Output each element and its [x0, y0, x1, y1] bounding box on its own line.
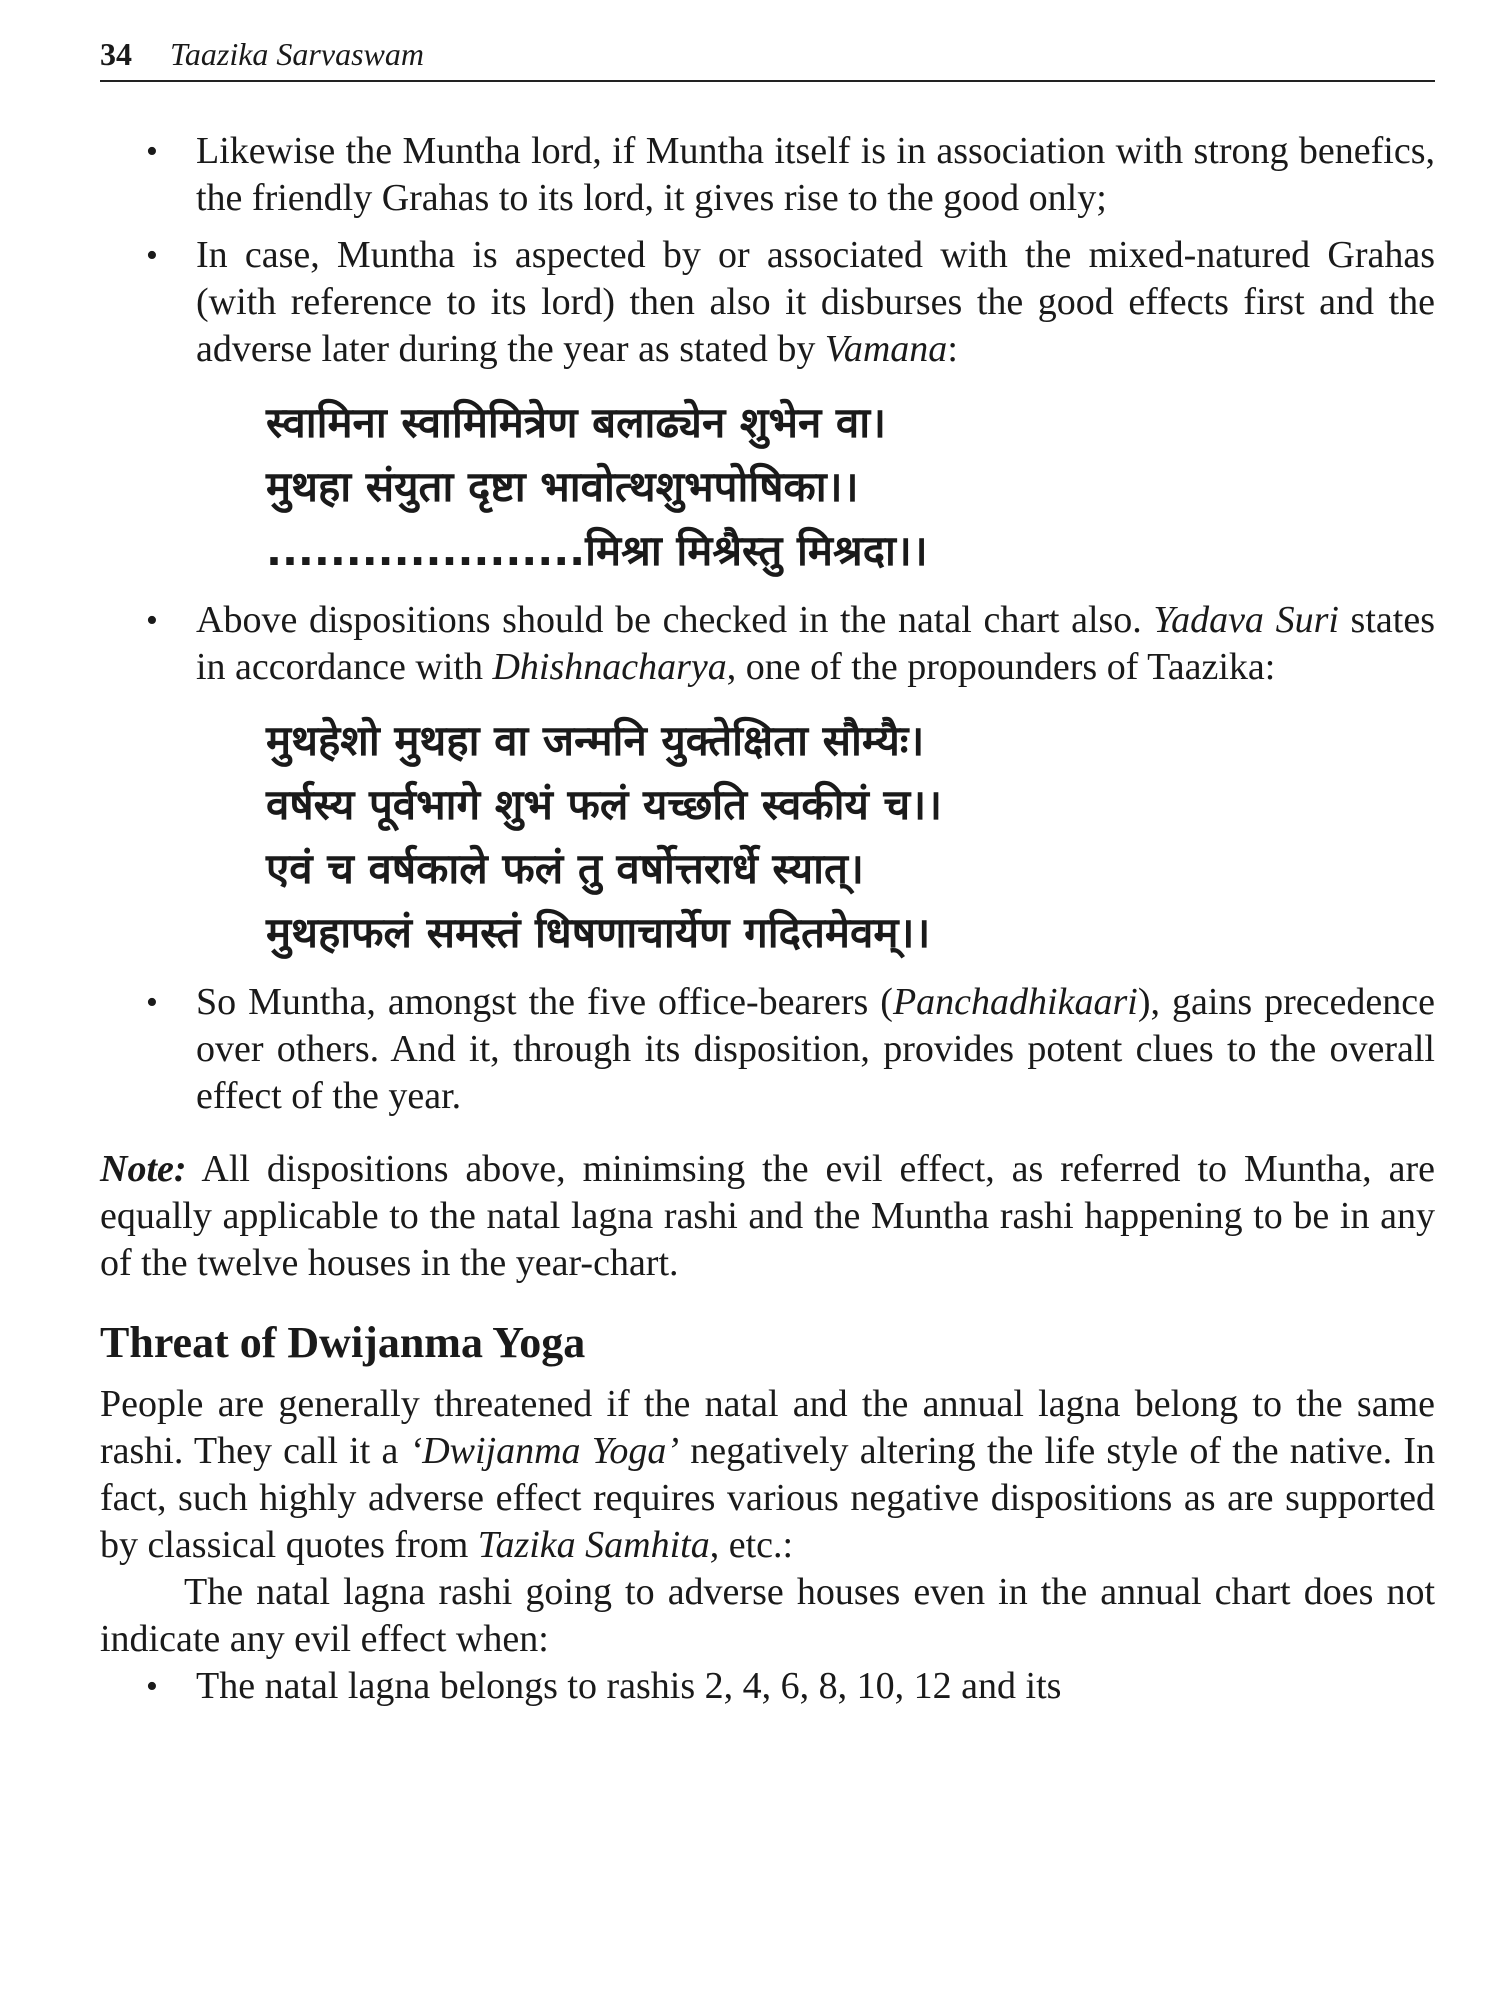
term-dwijanma-yoga: ‘Dwijanma Yoga’	[409, 1430, 680, 1472]
verse-line: मुथहाफलं समस्तं धिषणाचार्येण गदितमेवम्।।	[266, 908, 931, 957]
bullet-icon: •	[146, 237, 158, 274]
source-tazika-samhita: Tazika Samhita	[477, 1524, 710, 1566]
sanskrit-verse-2	[266, 709, 1435, 965]
term-panchadhikaari: Panchadhikaari	[892, 981, 1138, 1023]
page-header	[100, 34, 1435, 82]
verse-line: मुथहेशो मुथहा वा जन्मनि युक्तेक्षिता सौम्यैः।	[266, 716, 925, 765]
bullet-text: Likewise the Muntha lord, if Muntha itself is in association with strong benefics, the friendly Grahas to its lord, it gives rise to the good only;	[196, 130, 1435, 219]
verse-line: मुथहा संयुता दृष्टा भावोत्थशुभपोषिका।।	[266, 462, 859, 511]
paragraph-natal-lagna: The natal lagna rashi going to adverse houses even in the annual chart does not indicate any evil effect when:	[100, 1571, 1435, 1660]
author-yadava-suri: Yadava Suri	[1153, 599, 1339, 641]
section-heading: Threat of Dwijanma Yoga	[100, 1318, 586, 1367]
author-dhishnacharya: Dhishnacharya	[492, 646, 727, 688]
bullet-text: In case, Muntha is aspected by or associated with the mixed-natured Grahas (with reference to its lord) then also it disburses the good effects first and the adverse later during the year as stated by	[196, 234, 1435, 370]
bullet-text: So Muntha, amongst the five office-bearers (	[196, 981, 893, 1023]
note-text: All dispositions above, minimsing the evil effect, as referred to Muntha, are equally applicable to the natal lagna rashi and the Muntha rashi happening to be in any of the twelve houses in the year-chart.	[100, 1148, 1435, 1284]
verse-line: वर्षस्य पूर्वभागे शुभं फलं यच्छति स्वकीयं च।।	[266, 780, 943, 829]
bullet-text: The natal lagna belongs to rashis 2, 4, 6, 8, 10, 12 and its	[196, 1665, 1062, 1707]
para-text: , etc.:	[709, 1524, 794, 1566]
bullet-text: states in accordance with	[196, 599, 1435, 688]
author-vamana: Vamana	[824, 328, 948, 370]
verse-line: एवं च वर्षकाले फलं तु वर्षोत्तरार्धे स्यात्।	[266, 844, 864, 893]
bullet-natal-chart	[100, 597, 1435, 691]
bullet-text-end: :	[947, 328, 958, 370]
note-paragraph	[100, 1146, 1435, 1287]
bullet-mixed-grahas	[100, 232, 1435, 373]
paragraph-dwijanma	[100, 1381, 1435, 1569]
para-text: negatively altering the life style of the native. In fact, such highly adverse effect requires various negative dispositions as are supported by classical quotes from	[100, 1430, 1435, 1566]
bullet-natal-lagna-rashis	[100, 1663, 1435, 1710]
bullet-icon: •	[146, 133, 158, 170]
book-title: Taazika Sarvaswam	[170, 36, 424, 72]
bullet-icon: •	[146, 1668, 158, 1705]
bullet-office-bearers	[100, 979, 1435, 1120]
page-content	[100, 128, 1435, 1710]
sanskrit-verse-1	[266, 391, 1435, 583]
verse-line: स्वामिना स्वामिमित्रेण बलाढ्येन शुभेन वा।	[266, 398, 887, 447]
bullet-icon: •	[146, 602, 158, 639]
bullet-text: , one of the propounders of Taazika:	[726, 646, 1276, 688]
bullet-text: Above dispositions should be checked in the natal chart also.	[196, 599, 1154, 641]
bullet-muntha-lord	[100, 128, 1435, 222]
para-text: People are generally threatened if the natal and the annual lagna belong to the same rashi. They call it a	[100, 1383, 1435, 1472]
verse-line: ....................मिश्रा मिश्रैस्तु मिश्रदा।।	[266, 526, 928, 575]
note-label: Note:	[100, 1148, 187, 1190]
bullet-icon: •	[146, 984, 158, 1021]
bullet-text: ), gains precedence over others. And it, through its disposition, provides potent clues to the overall effect of the year.	[196, 981, 1435, 1117]
page-number: 34	[100, 36, 132, 72]
